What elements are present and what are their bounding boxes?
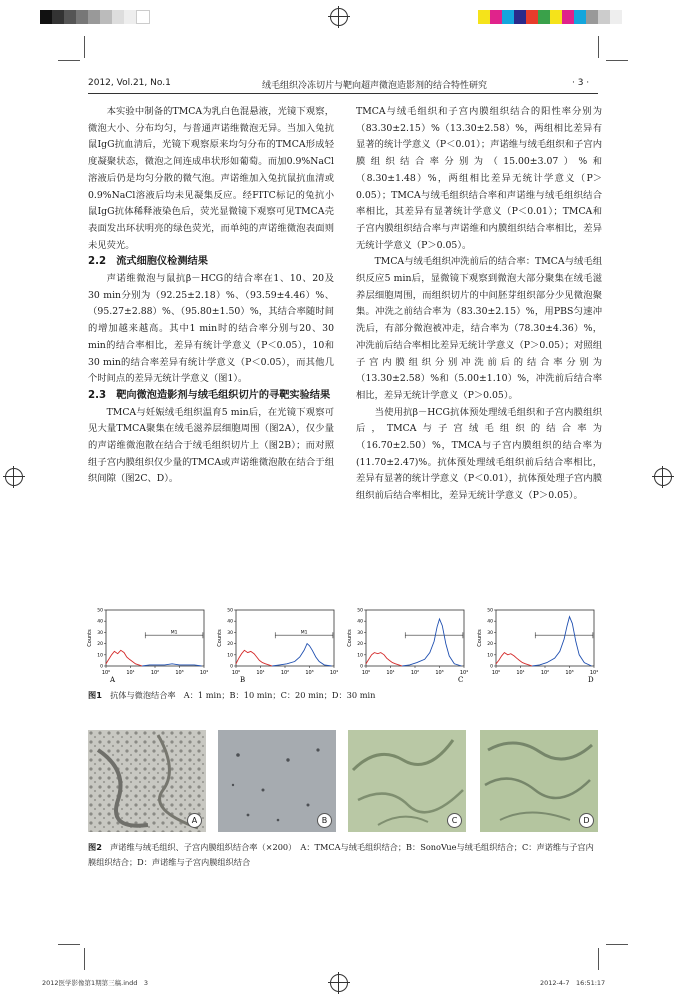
y-tick-label: 20 <box>227 642 233 648</box>
x-tick-label: 10² <box>280 670 290 676</box>
y-tick-label: 40 <box>97 619 103 625</box>
x-tick-label: 10¹ <box>516 670 525 676</box>
plot-frame <box>366 610 464 666</box>
paragraph: TMCA与妊娠绒毛组织温育5 min后，在光镜下观察可见大量TMCA聚集在绒毛滋养层细胞周围（图2A），仅少量的声诺维微泡散在结合于绒毛组织切片上（图2B）；而对照组子宫内膜组织仅少量的TMCA或声诺维微泡散在结合于组织间隙（图2C、D）。 <box>88 406 334 485</box>
paragraph: 声诺维微泡与鼠抗β－HCG的结合率在1、10、20及30 min分别为（92.25±2.18）%、（93.59±4.46）%、（95.27±2.88）%、（95.80±1.50）%，其结合率随时间的增加越来越高。其中1 min时的结合率分别与20、30 min的结合率相比，差异有统计学意义（P＜0.05），10和30 min的结合率差异有统计学意义（P＜0.05），而其他几个时间点的差异无统计学意义（图1）。 <box>88 273 334 385</box>
x-tick-label: 10⁴ <box>589 670 599 676</box>
y-tick-label: 20 <box>357 642 363 648</box>
y-axis-label: Counts <box>87 629 93 647</box>
x-tick-label: 10³ <box>175 670 184 676</box>
figure-1-histograms <box>84 606 604 688</box>
x-tick-label: 10² <box>150 670 160 676</box>
x-tick-label: 10⁰ <box>101 670 111 676</box>
y-tick-label: 0 <box>230 664 233 670</box>
y-tick-label: 10 <box>487 653 493 659</box>
plot-frame <box>496 610 594 666</box>
panel-letter: B <box>240 676 246 684</box>
paragraph: TMCA与绒毛组织和子宫内膜组织结合的阳性率分别为（83.30±2.15）%（13.30±2.58）%，两组相比差异有显著的统计学意义（P＜0.01）；声诺维与绒毛组织和子宫内膜组织结合率分别为（15.00±3.07）%和（8.30±1.48）%，两组相比差异无统计学意义（P＞0.05）；TMCA与绒毛组织结合率和声诺维与绒毛组织结合率相比，其差异有显著统计学意义（P＜0.01）；TMCA和子宫内膜组织结合率与声诺维和内膜组织结合率相比，差异无统计学意义（P＞0.05）。 <box>356 106 602 251</box>
control-histogram-curve <box>366 653 402 666</box>
figure-2-caption <box>88 840 598 870</box>
control-histogram-curve <box>496 653 532 666</box>
histogram-panel-a <box>87 608 208 685</box>
y-tick-label: 0 <box>360 664 363 670</box>
y-tick-label: 0 <box>490 664 493 670</box>
micrograph-d <box>480 730 598 832</box>
y-tick-label: 50 <box>357 608 363 614</box>
running-title: 绒毛组织冷冻切片与靶向超声微泡造影剂的结合特性研究 <box>262 81 488 91</box>
panel-letter: A <box>110 676 116 684</box>
file-slug: 2012医学影像第1期第三稿.indd 3 <box>42 979 149 987</box>
right-column <box>356 104 602 505</box>
registration-mark-left <box>5 468 23 486</box>
micrograph-a-label: A <box>187 813 202 828</box>
figure-1-label: 图1 <box>88 690 102 700</box>
histogram-panel-d <box>477 608 598 685</box>
y-tick-label: 20 <box>97 642 103 648</box>
x-tick-label: 10³ <box>565 670 574 676</box>
x-tick-label: 10¹ <box>386 670 395 676</box>
micrograph-c <box>348 730 466 832</box>
micrograph-d-label: D <box>579 813 594 828</box>
y-tick-label: 20 <box>487 642 493 648</box>
left-column <box>88 104 334 488</box>
y-tick-label: 50 <box>227 608 233 614</box>
y-axis-label: Counts <box>347 629 353 647</box>
figure-2-label: 图2 <box>88 842 102 852</box>
y-tick-label: 10 <box>97 653 103 659</box>
paragraph: TMCA与绒毛组织冲洗前后的结合率：TMCA与绒毛组织反应5 min后，显微镜下观察到微泡大部分聚集在绒毛滋养层细胞周围，而组织切片的中间胚芽组织部分少见微泡聚集。冲洗之前结合率为（83.30±2.15）%，用PBS匀速冲洗后，有部分微泡被冲走，结合率为（78.30±4.36）%，冲洗前后结合率相比差异无统计学意义（P＞0.05）；对照组子宫内膜组织分别冲洗前后的结合率分别为（13.30±2.58）%和（5.00±1.10）%，冲洗前后结合率相比，差异无统计学意义（P＞0.05）。 <box>356 256 602 401</box>
micrograph-b <box>218 730 336 832</box>
x-tick-label: 10³ <box>435 670 444 676</box>
x-tick-label: 10⁴ <box>329 670 339 676</box>
plot-frame <box>236 610 334 666</box>
x-tick-label: 10² <box>540 670 550 676</box>
figure-1-caption-text: 抗体与微泡结合率 A：1 min；B：10 min；C：20 min；D：30 min <box>110 690 376 700</box>
histogram-panel-b <box>217 608 338 685</box>
x-tick-label: 10⁴ <box>199 670 209 676</box>
y-tick-label: 40 <box>227 619 233 625</box>
sample-histogram-curve <box>272 644 331 666</box>
y-tick-label: 50 <box>487 608 493 614</box>
y-tick-label: 40 <box>487 619 493 625</box>
gate-m1 <box>405 632 463 638</box>
section-heading-2-2: 2.2 流式细胞仪检测结果 <box>88 256 208 268</box>
header-rule <box>88 93 598 94</box>
x-tick-label: 10¹ <box>256 670 265 676</box>
panel-letter: C <box>458 676 464 684</box>
y-tick-label: 40 <box>357 619 363 625</box>
control-histogram-curve <box>106 650 142 666</box>
y-tick-label: 0 <box>100 664 103 670</box>
panel-letter: D <box>588 676 594 684</box>
x-tick-label: 10² <box>410 670 420 676</box>
x-tick-label: 10⁰ <box>491 670 501 676</box>
sample-histogram-curve <box>402 619 461 666</box>
gate-label: M1 <box>300 630 308 636</box>
y-tick-label: 30 <box>97 630 103 636</box>
micrograph-c-label: C <box>447 813 462 828</box>
x-tick-label: 10⁰ <box>231 670 241 676</box>
y-tick-label: 10 <box>227 653 233 659</box>
plot-frame <box>106 610 204 666</box>
sample-histogram-curve <box>532 617 591 666</box>
y-tick-label: 30 <box>227 630 233 636</box>
x-tick-label: 10¹ <box>126 670 135 676</box>
y-axis-label: Counts <box>217 629 223 647</box>
page-number: · 3 · <box>572 78 590 88</box>
figure-2-caption-text: 声诺维与绒毛组织、子宫内膜组织结合率（×200） A：TMCA与绒毛组织结合；B：SonoVue与绒毛组织结合；C：声诺维与子宫内膜组织结合；D：声诺维与子宫内膜组织结合 <box>88 842 594 867</box>
y-tick-label: 50 <box>97 608 103 614</box>
section-heading-2-3: 2.3 靶向微泡造影剂与绒毛组织切片的寻靶实验结果 <box>88 389 331 401</box>
y-tick-label: 30 <box>487 630 493 636</box>
y-axis-label: Counts <box>477 629 483 647</box>
registration-mark-top <box>330 8 348 26</box>
x-tick-label: 10³ <box>305 670 314 676</box>
y-tick-label: 10 <box>357 653 363 659</box>
registration-mark-right <box>654 468 672 486</box>
paragraph: 本实验中制备的TMCA为乳白色混悬液，光镜下观察，微泡大小、分布均匀，与普通声诺维微泡无异。当加入兔抗鼠IgG抗血清后，光镜下观察原来均匀分布的TMCA形成轻度凝聚状态，微泡之间连成串状形如葡萄。而加0.9%NaCl溶液后仍是均匀分散的微气泡。声诺维加入兔抗鼠抗血清或0.9%NaCl溶液后均未见凝集反应。经FITC标记的兔抗小鼠IgG抗体稀释液染色后，荧光显微镜下观察可见TMCA壳表面发出环状明亮的绿色荧光，而单纯的声诺维微泡表面则未见荧光。 <box>88 106 334 251</box>
paragraph: 当使用抗β－HCG抗体预处理绒毛组织和子宫内膜组织后，TMCA与子宫绒毛组织的结合率为（16.70±2.50）%，TMCA与子宫内膜组织的结合率为(11.70±2.47)%。抗体预处理绒毛组织前后结合率相比，差异有显著的统计学意义（P＜0.01），抗体预处理子宫内膜组织前后结合率相比，差异无统计学意义（P＞0.05）。 <box>356 406 602 502</box>
control-histogram-curve <box>236 650 272 666</box>
histogram-panel-c <box>347 608 468 685</box>
figure-1-caption <box>88 688 598 703</box>
print-timestamp: 2012-4-7 16:51:17 <box>540 979 606 987</box>
micrograph-b-label: B <box>317 813 332 828</box>
micrograph-a <box>88 730 206 832</box>
registration-mark-bottom <box>330 974 348 992</box>
x-tick-label: 10⁰ <box>361 670 371 676</box>
journal-volume: 2012, Vol.21, No.1 <box>88 78 171 88</box>
gate-label: M1 <box>170 630 178 636</box>
x-tick-label: 10⁴ <box>459 670 469 676</box>
y-tick-label: 30 <box>357 630 363 636</box>
